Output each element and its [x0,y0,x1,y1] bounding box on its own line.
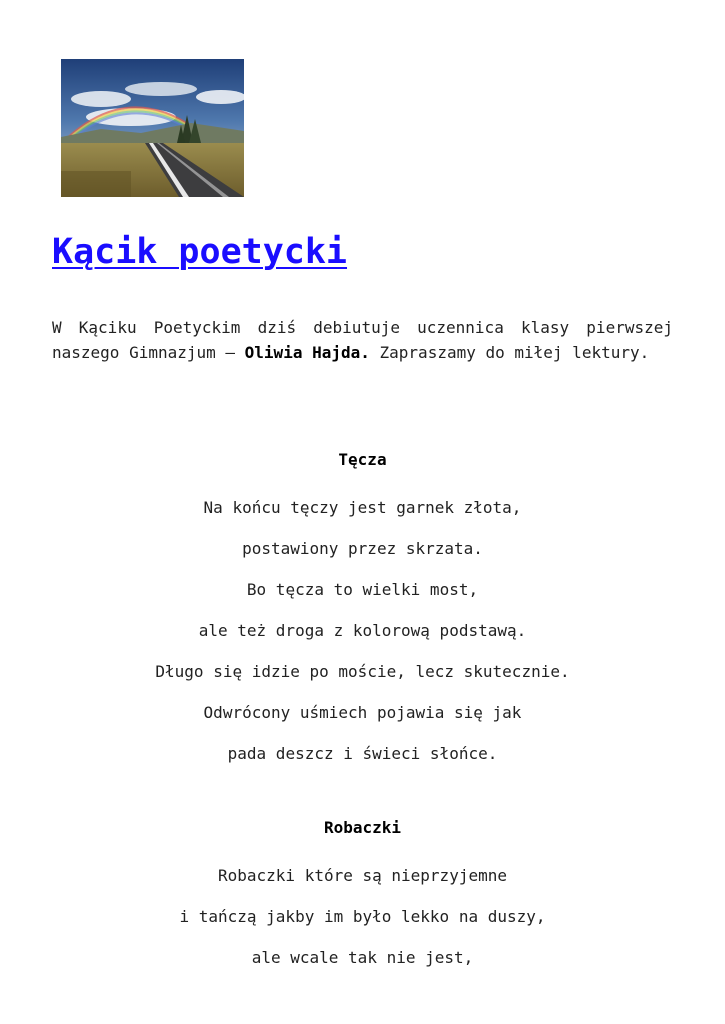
intro-text-start: W Kąciku Poetyckim dziś debiutuje uczennica klasy pierwszej naszego Gimnazjum – [52,318,673,362]
landscape-photo [61,59,244,197]
poem-line: ale też droga z kolorową podstawą. [198,621,527,640]
poem-line: Odwrócony uśmiech pojawia się jak [203,703,522,722]
poem-line: Długo się idzie po moście, lecz skutecznie. [155,662,570,681]
page-title[interactable]: Kącik poetycki [52,232,348,272]
rainbow-road-image [61,59,244,197]
poem-line: Robaczki które są nieprzyjemne [218,866,507,885]
poem-line: ale wcale tak nie jest, [251,948,474,967]
poem-line: Na końcu tęczy jest garnek złota, [203,498,522,517]
poems-section [0,446,725,978]
poem-line: i tańczą jakby im było lekko na duszy, [179,907,546,926]
intro-paragraph [52,315,673,365]
intro-text-end: Zapraszamy do miłej lektury. [369,343,650,362]
poem-line: Bo tęcza to wielki most, [246,580,479,599]
author-name: Oliwia Hajda. [244,343,370,362]
poem-title: Tęcza [338,450,387,469]
poem-separator [0,774,725,814]
poem-line: postawiony przez skrzata. [242,539,483,558]
poem-title: Robaczki [323,818,402,837]
poem-line: pada deszcz i świeci słońce. [227,744,498,763]
